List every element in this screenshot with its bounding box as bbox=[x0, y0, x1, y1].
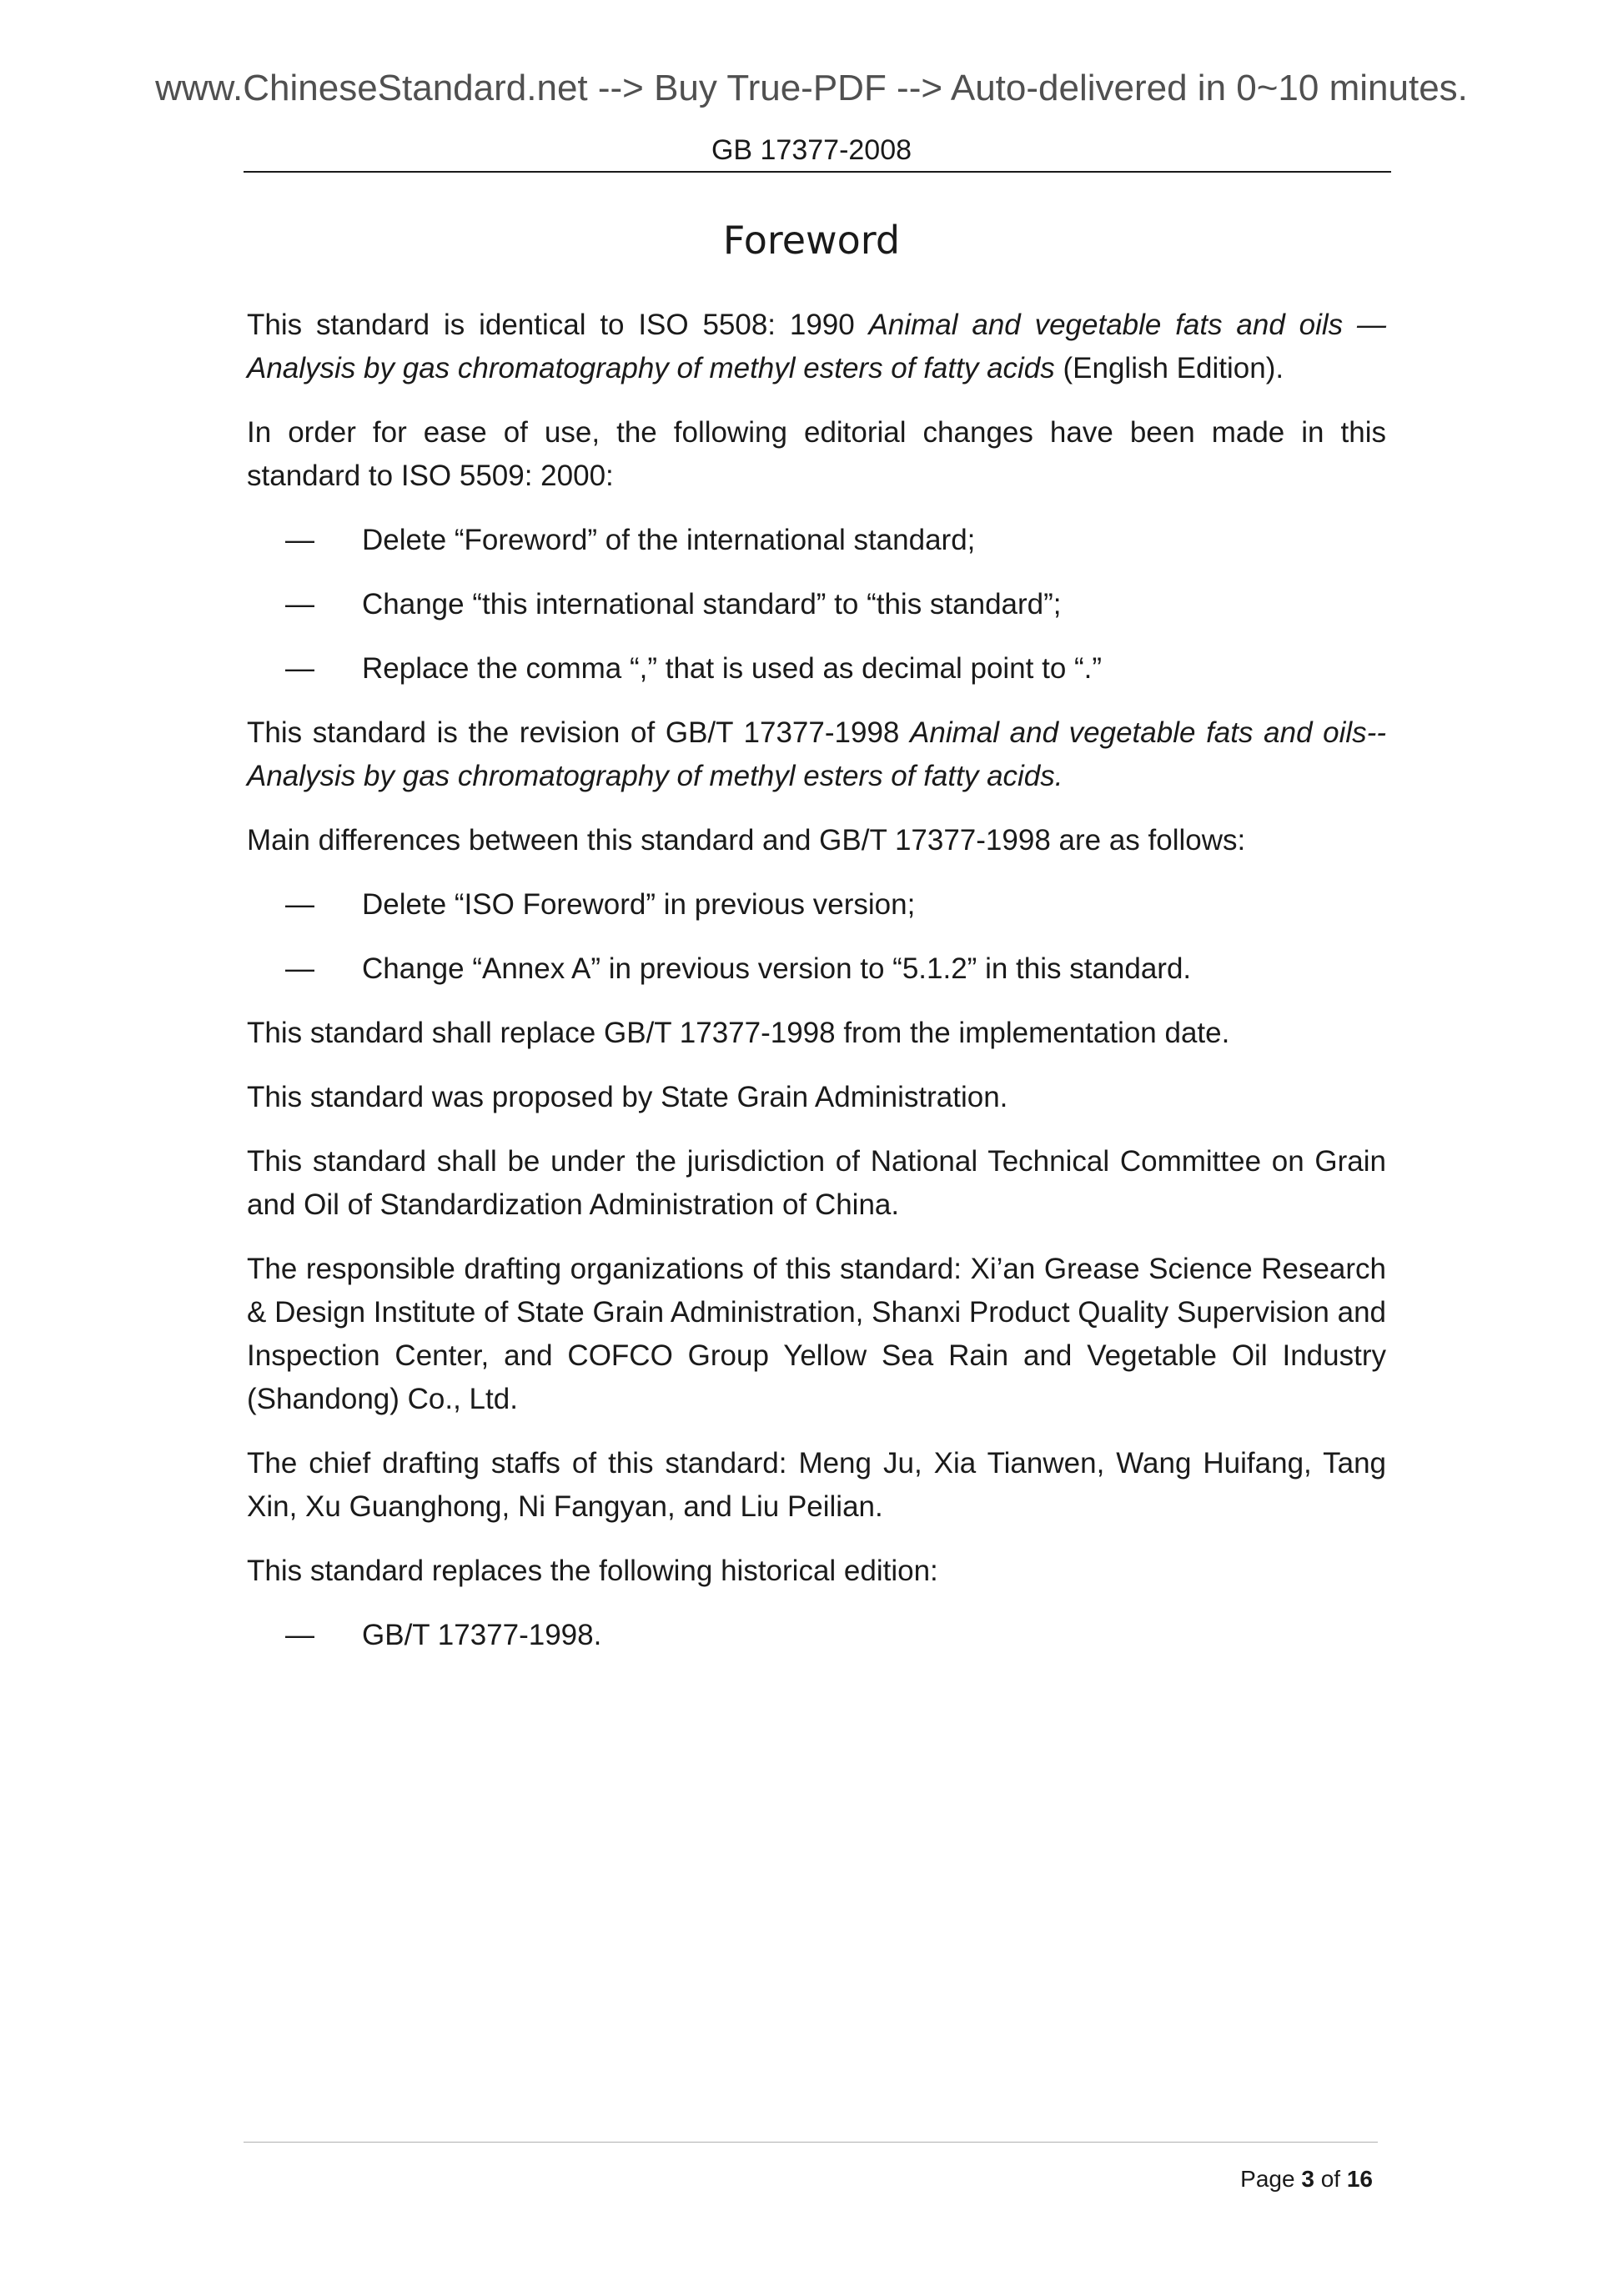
dash-bullet: — bbox=[285, 588, 314, 620]
list-item-text: Change “Annex A” in previous version to “5.1.2” in this standard. bbox=[362, 952, 1192, 985]
list-item bbox=[247, 883, 1386, 927]
current-page: 3 bbox=[1301, 2166, 1314, 2192]
footer-divider bbox=[244, 2142, 1378, 2143]
paragraph-replacement: This standard shall replace GB/T 17377-1998 from the implementation date. bbox=[247, 1017, 1230, 1049]
paragraph-editorial-intro: In order for ease of use, the following editorial changes have been made in this standard to ISO 5509: 2000: bbox=[247, 416, 1386, 492]
paragraph-text: (English Edition). bbox=[1054, 352, 1284, 384]
list-item bbox=[247, 947, 1386, 991]
paragraph-text: This standard is identical to ISO 5508: 1990 bbox=[247, 309, 869, 341]
list-item-text: GB/T 17377-1998. bbox=[362, 1619, 602, 1651]
source-banner: www.ChineseStandard.net --> Buy True-PDF --> Auto-delivered in 0~10 minutes. bbox=[155, 68, 1468, 108]
paragraph-proposed-by: This standard was proposed by State Grain Administration. bbox=[247, 1081, 1008, 1113]
iso-title-italic: Animal and vegetable fats and oils — Analysis by gas chromatography of methyl esters of fatty acids bbox=[247, 309, 1386, 384]
paragraph-identity bbox=[247, 304, 1386, 390]
paragraph-jurisdiction: This standard shall be under the jurisdiction of National Technical Committee on Grain and Oil of Standardization Administration of China. bbox=[247, 1145, 1386, 1221]
total-pages: 16 bbox=[1346, 2166, 1373, 2192]
list-item bbox=[247, 583, 1386, 626]
list-item bbox=[247, 1614, 1386, 1657]
page-label: Page bbox=[1240, 2166, 1302, 2192]
list-item bbox=[247, 519, 1386, 562]
list-item-text: Change “this international standard” to “this standard”; bbox=[362, 588, 1062, 620]
list-item-text: Delete “Foreword” of the international standard; bbox=[362, 524, 976, 556]
dash-bullet: — bbox=[285, 888, 314, 921]
dash-bullet: — bbox=[285, 524, 314, 556]
paragraph-revision bbox=[247, 711, 1386, 798]
list-item-text: Replace the comma “,” that is used as decimal point to “.” bbox=[362, 652, 1103, 685]
page-title: Foreword bbox=[722, 218, 901, 263]
page-number bbox=[1168, 2163, 1373, 2196]
paragraph-drafting-organizations: The responsible drafting organizations of this standard: Xi’an Grease Science Research & Design Institute of State Grain Administration, Shanxi Product Quality Supervision and Inspection Center, and COFCO Group Yellow Sea Rain and Vegetable Oil Industry (Shandong) Co., Ltd. bbox=[247, 1253, 1386, 1415]
header-divider bbox=[244, 171, 1391, 173]
dash-bullet: — bbox=[285, 1619, 314, 1651]
gbt-title-italic: Animal and vegetable fats and oils--Analysis by gas chromatography of methyl esters of fatty acids. bbox=[247, 716, 1386, 792]
paragraph-text: This standard is the revision of GB/T 17377-1998 bbox=[247, 716, 911, 749]
list-item bbox=[247, 647, 1386, 691]
list-item-text: Delete “ISO Foreword” in previous version; bbox=[362, 888, 916, 921]
foreword-body bbox=[247, 304, 1386, 1678]
paragraph-drafting-staff: The chief drafting staffs of this standard: Meng Ju, Xia Tianwen, Wang Huifang, Tang Xin, Xu Guanghong, Ni Fangyan, and Liu Peilian. bbox=[247, 1447, 1386, 1523]
standard-code: GB 17377-2008 bbox=[711, 134, 912, 166]
page-of-label: of bbox=[1314, 2166, 1347, 2192]
dash-bullet: — bbox=[285, 952, 314, 985]
dash-bullet: — bbox=[285, 652, 314, 685]
paragraph-differences-intro: Main differences between this standard and GB/T 17377-1998 are as follows: bbox=[247, 824, 1246, 857]
paragraph-historical-edition: This standard replaces the following historical edition: bbox=[247, 1555, 938, 1587]
